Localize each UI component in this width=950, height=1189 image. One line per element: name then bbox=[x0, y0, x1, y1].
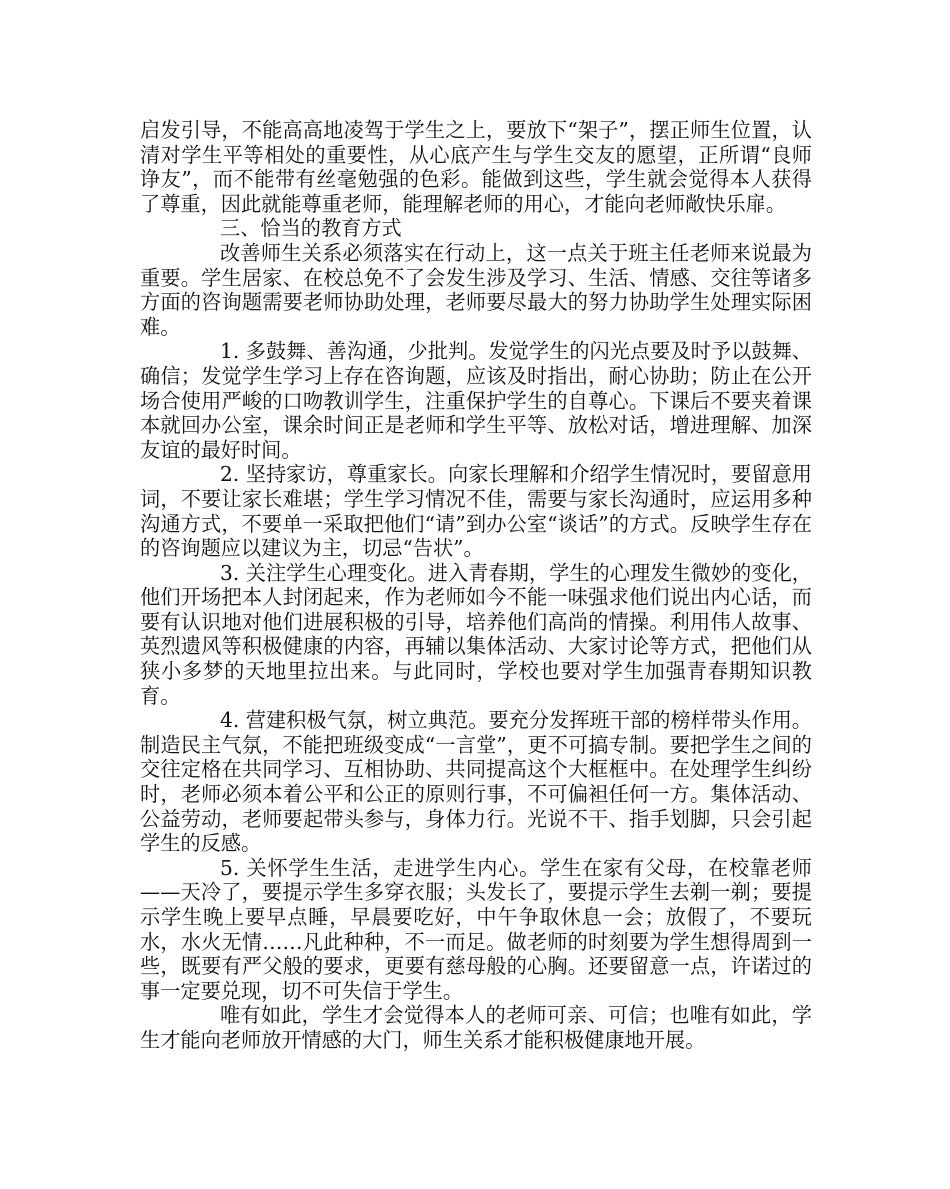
paragraph-item-2: 2. 坚持家访，尊重家长。向家长理解和介绍学生情况时，要留意用词，不要让家长难堪；学生学习情况不佳，需要与家长沟通时，应运用多种沟通方式，不要单一采取把他们“请”到办公室“谈话”的方式。反映学生存在的咨询题应以建议为主，切忌“告状”。 bbox=[140, 462, 812, 561]
section-heading: 三、恰当的教育方式 bbox=[220, 216, 402, 241]
paragraph-item-5: 5. 关怀学生生活，走进学生内心。学生在家有父母，在校靠老师——天冷了，要提示学生多穿衣服；头发长了，要提示学生去剃一剃；要提示学生晚上要早点睡，早晨要吃好，中午争取休息一会；放假了，不要玩水，水火无情……凡此种种，不一而足。做老师的时刻要为学生想得周到一些，既要有严父般的要求，更要有慈母般的心胸。还要留意一点，许诺过的事一定要兑现，切不可失信于学生。 bbox=[140, 855, 812, 1003]
paragraph-item-3: 3. 关注学生心理变化。进入青春期，学生的心理发生微妙的变化，他们开场把本人封闭起来，作为老师如今不能一味强求他们说出内心话，而要有认识地对他们进展积极的引导，培养他们高尚的情操。利用伟人故事、英烈遗风等积极健康的内容，再辅以集体活动、大家讨论等方式，把他们从狭小多梦的天地里拉出来。与此同时，学校也要对学生加强青春期知识教育。 bbox=[140, 560, 812, 708]
paragraph-item-4: 4. 营建积极气氛，树立典范。要充分发挥班干部的榜样带头作用。制造民主气氛，不能把班级变成“一言堂”，更不可搞专制。要把学生之间的交往定格在共同学习、互相协助、共同提高这个大框框中。在处理学生纠纷时，老师必须本着公平和公正的原则行事，不可偏袒任何一方。集体活动、公益劳动，老师要起带头参与，身体力行。光说不干、指手划脚，只会引起学生的反感。 bbox=[140, 708, 812, 856]
paragraph-item-1: 1. 多鼓舞、善沟通，少批判。发觉学生的闪光点要及时予以鼓舞、确信；发觉学生学习上存在咨询题，应该及时指出，耐心协助；防止在公开场合使用严峻的口吻教训学生，注重保护学生的自尊心。下课后不要夹着课本就回办公室，课余时间正是老师和学生平等、放松对话，增进理解、加深友谊的最好时间。 bbox=[140, 339, 812, 462]
paragraph-conclusion: 唯有如此，学生才会觉得本人的老师可亲、可信；也唯有如此，学生才能向老师放开情感的大门，师生关系才能积极健康地开展。 bbox=[140, 1003, 812, 1052]
document-body bbox=[140, 118, 812, 1053]
paragraph-continuation: 启发引导，不能高高地凌驾于学生之上，要放下“架子”，摆正师生位置，认清对学生平等相处的重要性，从心底产生与学生交友的愿望，正所谓“良师诤友”，而不能带有丝毫勉强的色彩。能做到这些，学生就会觉得本人获得了尊重，因此就能尊重老师，能理解老师的用心，才能向老师敞快乐扉。 bbox=[140, 118, 812, 216]
paragraph-intro: 改善师生关系必须落实在行动上，这一点关于班主任老师来说最为重要。学生居家、在校总免不了会发生涉及学习、生活、情感、交往等诸多方面的咨询题需要老师协助处理，老师要尽最大的努力协助学生处理实际困难。 bbox=[140, 240, 812, 339]
